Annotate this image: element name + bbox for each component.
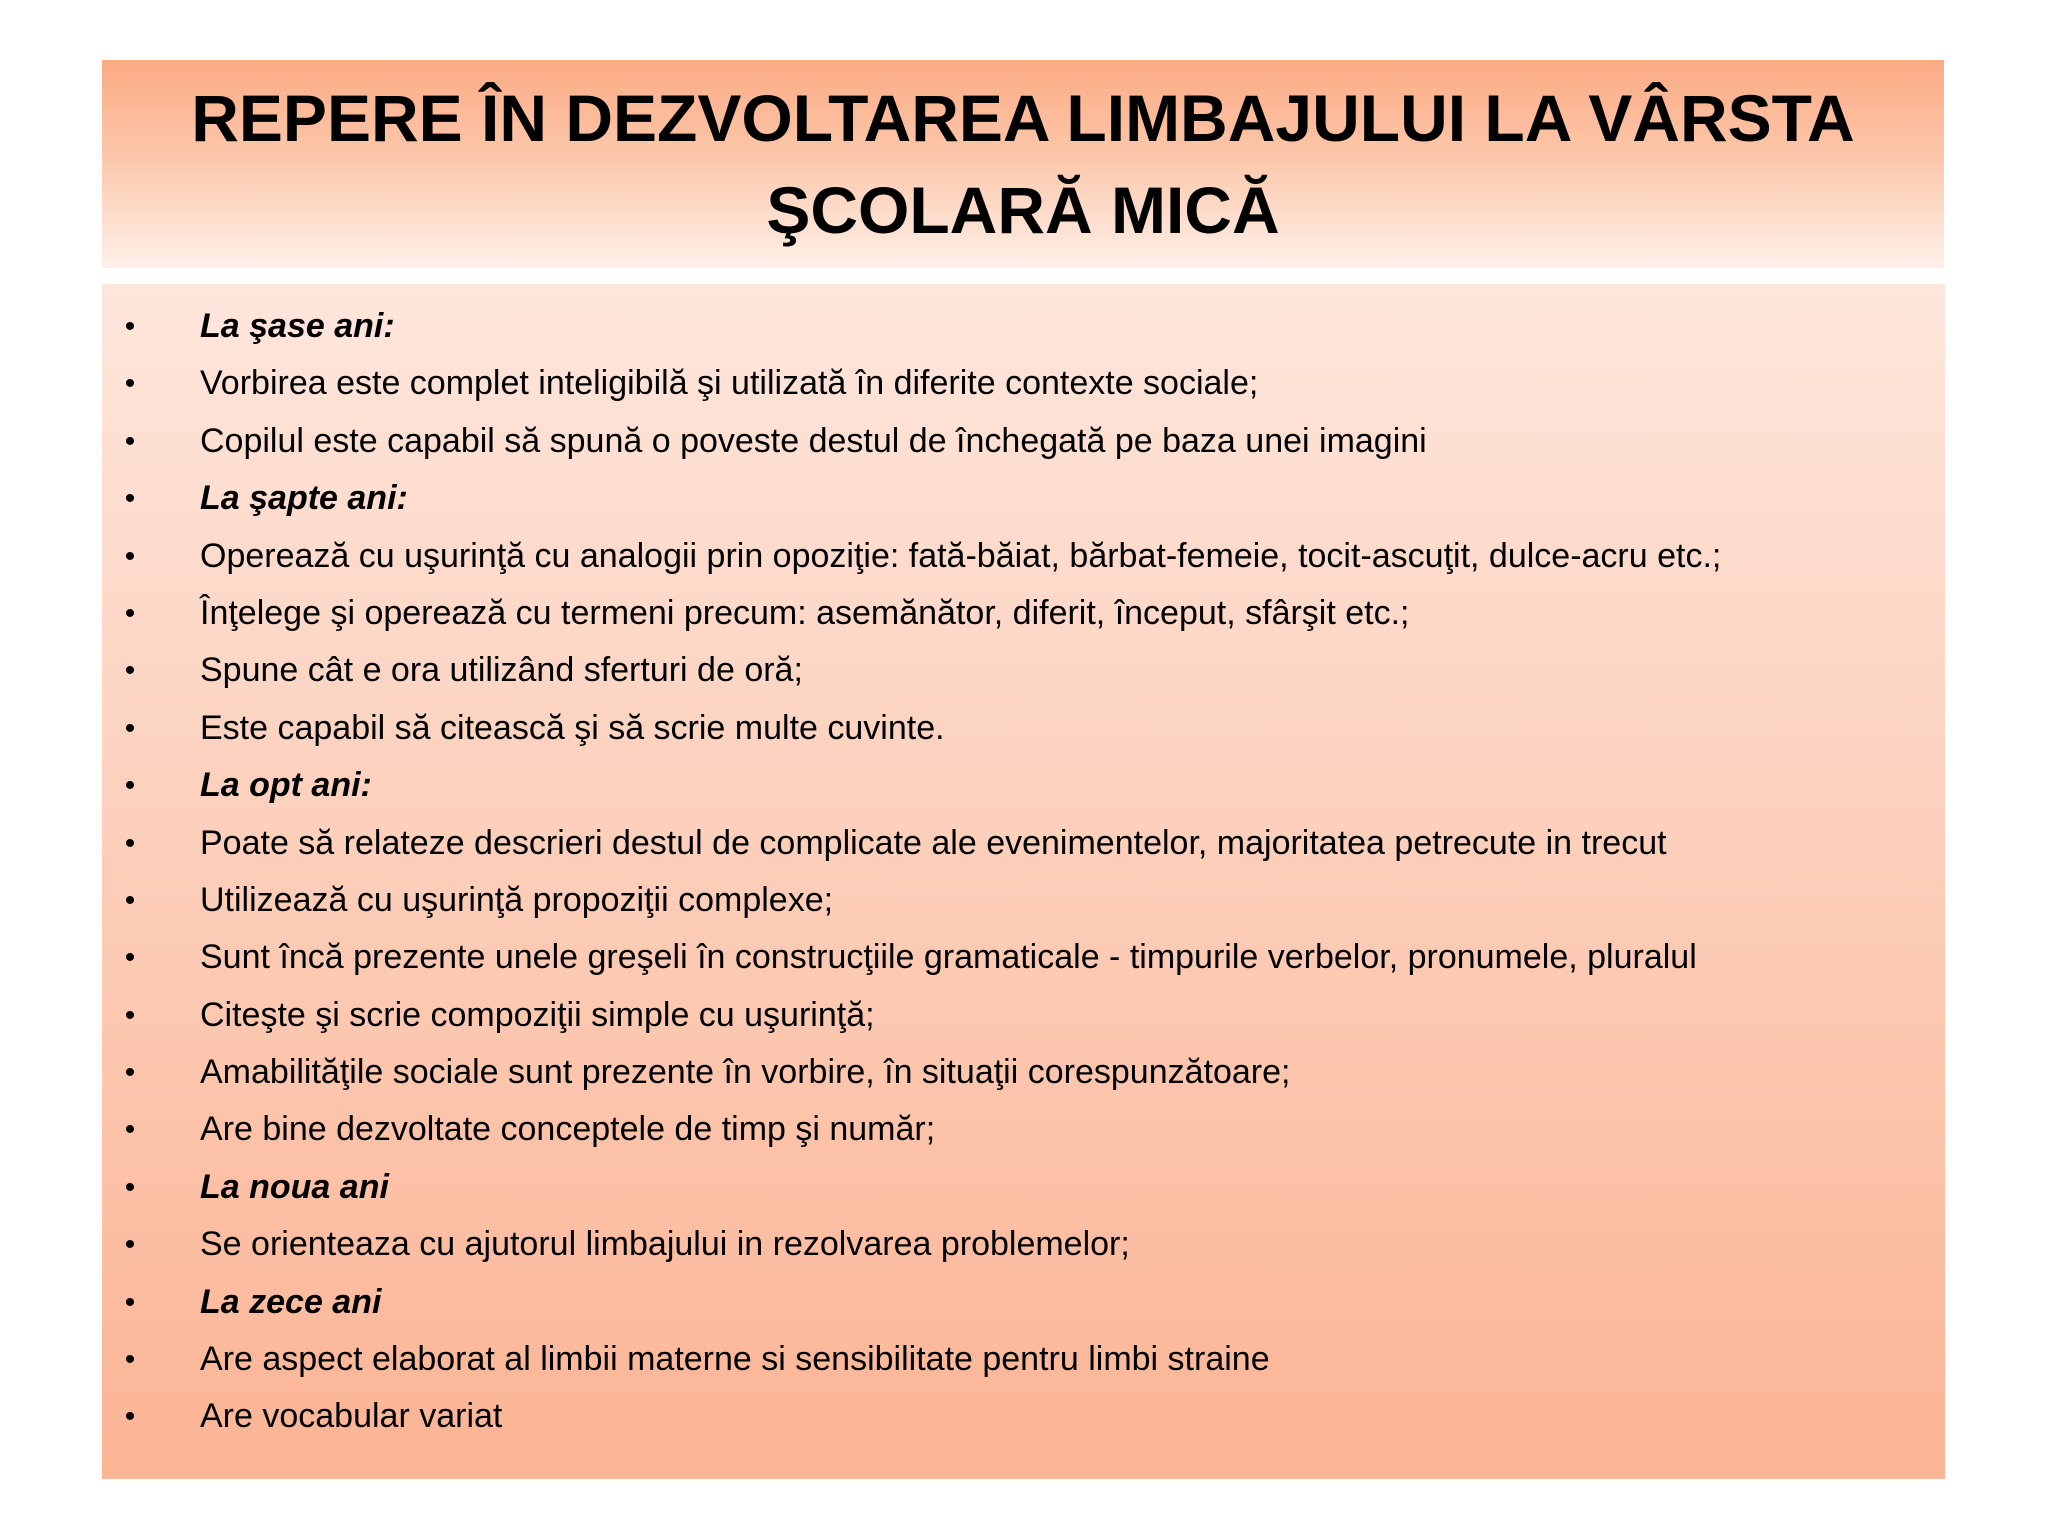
list-item-text: Utilizează cu uşurinţă propoziţii complexe; bbox=[200, 880, 834, 919]
list-item-text: Vorbirea este complet inteligibilă şi utilizată în diferite contexte sociale; bbox=[200, 364, 1259, 403]
bullet-icon: • bbox=[124, 998, 136, 1032]
list-item bbox=[102, 929, 1945, 986]
bullet-icon: • bbox=[124, 596, 136, 630]
list-item-text: Operează cu uşurinţă cu analogii prin opoziţie: fată-băiat, bărbat-femeie, tocit-ascuţit, dulce-acru etc.; bbox=[200, 536, 1722, 575]
list-item bbox=[102, 872, 1945, 929]
age-heading-item bbox=[102, 757, 1945, 814]
bullet-icon: • bbox=[124, 711, 136, 745]
bullet-icon: • bbox=[124, 1400, 136, 1434]
list-item-text: Are aspect elaborat al limbii materne si sensibilitate pentru limbi straine bbox=[200, 1340, 1270, 1379]
bullet-icon: • bbox=[124, 883, 136, 917]
list-item-text: Copilul este capabil să spună o poveste destul de închegată pe baza unei imagini bbox=[200, 421, 1427, 460]
list-item-text: Spune cât e ora utilizând sferturi de oră; bbox=[200, 651, 803, 690]
list-item-text: Înţelege şi operează cu termeni precum: asemănător, diferit, început, sfârşit etc.; bbox=[200, 593, 1410, 632]
age-heading-item bbox=[102, 470, 1945, 527]
list-item bbox=[102, 1044, 1945, 1101]
bullet-icon: • bbox=[124, 482, 136, 516]
bullet-icon: • bbox=[124, 769, 136, 803]
list-item bbox=[102, 1388, 1945, 1445]
bullet-icon: • bbox=[124, 424, 136, 458]
list-item bbox=[102, 355, 1945, 412]
age-heading-text: La opt ani: bbox=[200, 766, 372, 805]
age-heading-text: La noua ani bbox=[200, 1167, 389, 1206]
bullet-icon: • bbox=[124, 826, 136, 860]
content-panel bbox=[102, 284, 1945, 1479]
list-item-text: Este capabil să citească şi să scrie multe cuvinte. bbox=[200, 708, 945, 747]
list-item bbox=[102, 642, 1945, 699]
slide-title bbox=[191, 72, 1854, 256]
list-item bbox=[102, 585, 1945, 642]
bullet-icon: • bbox=[124, 941, 136, 975]
list-item bbox=[102, 1101, 1945, 1158]
list-item bbox=[102, 1216, 1945, 1273]
list-item bbox=[102, 1331, 1945, 1388]
bullet-list bbox=[102, 298, 1945, 1446]
bullet-icon: • bbox=[124, 367, 136, 401]
bullet-icon: • bbox=[124, 1170, 136, 1204]
bullet-icon: • bbox=[124, 1056, 136, 1090]
title-banner bbox=[102, 60, 1944, 268]
bullet-icon: • bbox=[124, 1285, 136, 1319]
age-heading-item bbox=[102, 1274, 1945, 1331]
bullet-icon: • bbox=[124, 1343, 136, 1377]
list-item bbox=[102, 413, 1945, 470]
age-heading-item bbox=[102, 298, 1945, 355]
bullet-icon: • bbox=[124, 654, 136, 688]
list-item-text: Citeşte şi scrie compoziţii simple cu uşurinţă; bbox=[200, 995, 875, 1034]
bullet-icon: • bbox=[124, 1228, 136, 1262]
list-item bbox=[102, 815, 1945, 872]
list-item-text: Sunt încă prezente unele greşeli în construcţiile gramaticale - timpurile verbelor, pronumele, pluralul bbox=[200, 938, 1697, 977]
age-heading-text: La zece ani bbox=[200, 1282, 382, 1321]
age-heading-item bbox=[102, 1159, 1945, 1216]
list-item-text: Poate să relateze descrieri destul de complicate ale evenimentelor, majoritatea petrecute in trecut bbox=[200, 823, 1667, 862]
list-item-text: Are bine dezvoltate conceptele de timp şi număr; bbox=[200, 1110, 936, 1149]
list-item-text: Are vocabular variat bbox=[200, 1397, 503, 1436]
slide-title-line-2: ŞCOLARĂ MICĂ bbox=[766, 173, 1280, 247]
list-item bbox=[102, 528, 1945, 585]
slide-title-line-1: REPERE ÎN DEZVOLTAREA LIMBAJULUI LA VÂRSTA bbox=[191, 81, 1855, 155]
list-item bbox=[102, 700, 1945, 757]
bullet-icon: • bbox=[124, 310, 136, 343]
bullet-icon: • bbox=[124, 539, 136, 573]
age-heading-text: La şapte ani: bbox=[200, 479, 408, 518]
bullet-icon: • bbox=[124, 1113, 136, 1147]
list-item-text: Se orienteaza cu ajutorul limbajului in rezolvarea problemelor; bbox=[200, 1225, 1130, 1264]
list-item bbox=[102, 987, 1945, 1044]
age-heading-text: La şase ani: bbox=[200, 307, 395, 345]
list-item-text: Amabilităţile sociale sunt prezente în vorbire, în situaţii corespunzătoare; bbox=[200, 1053, 1291, 1092]
